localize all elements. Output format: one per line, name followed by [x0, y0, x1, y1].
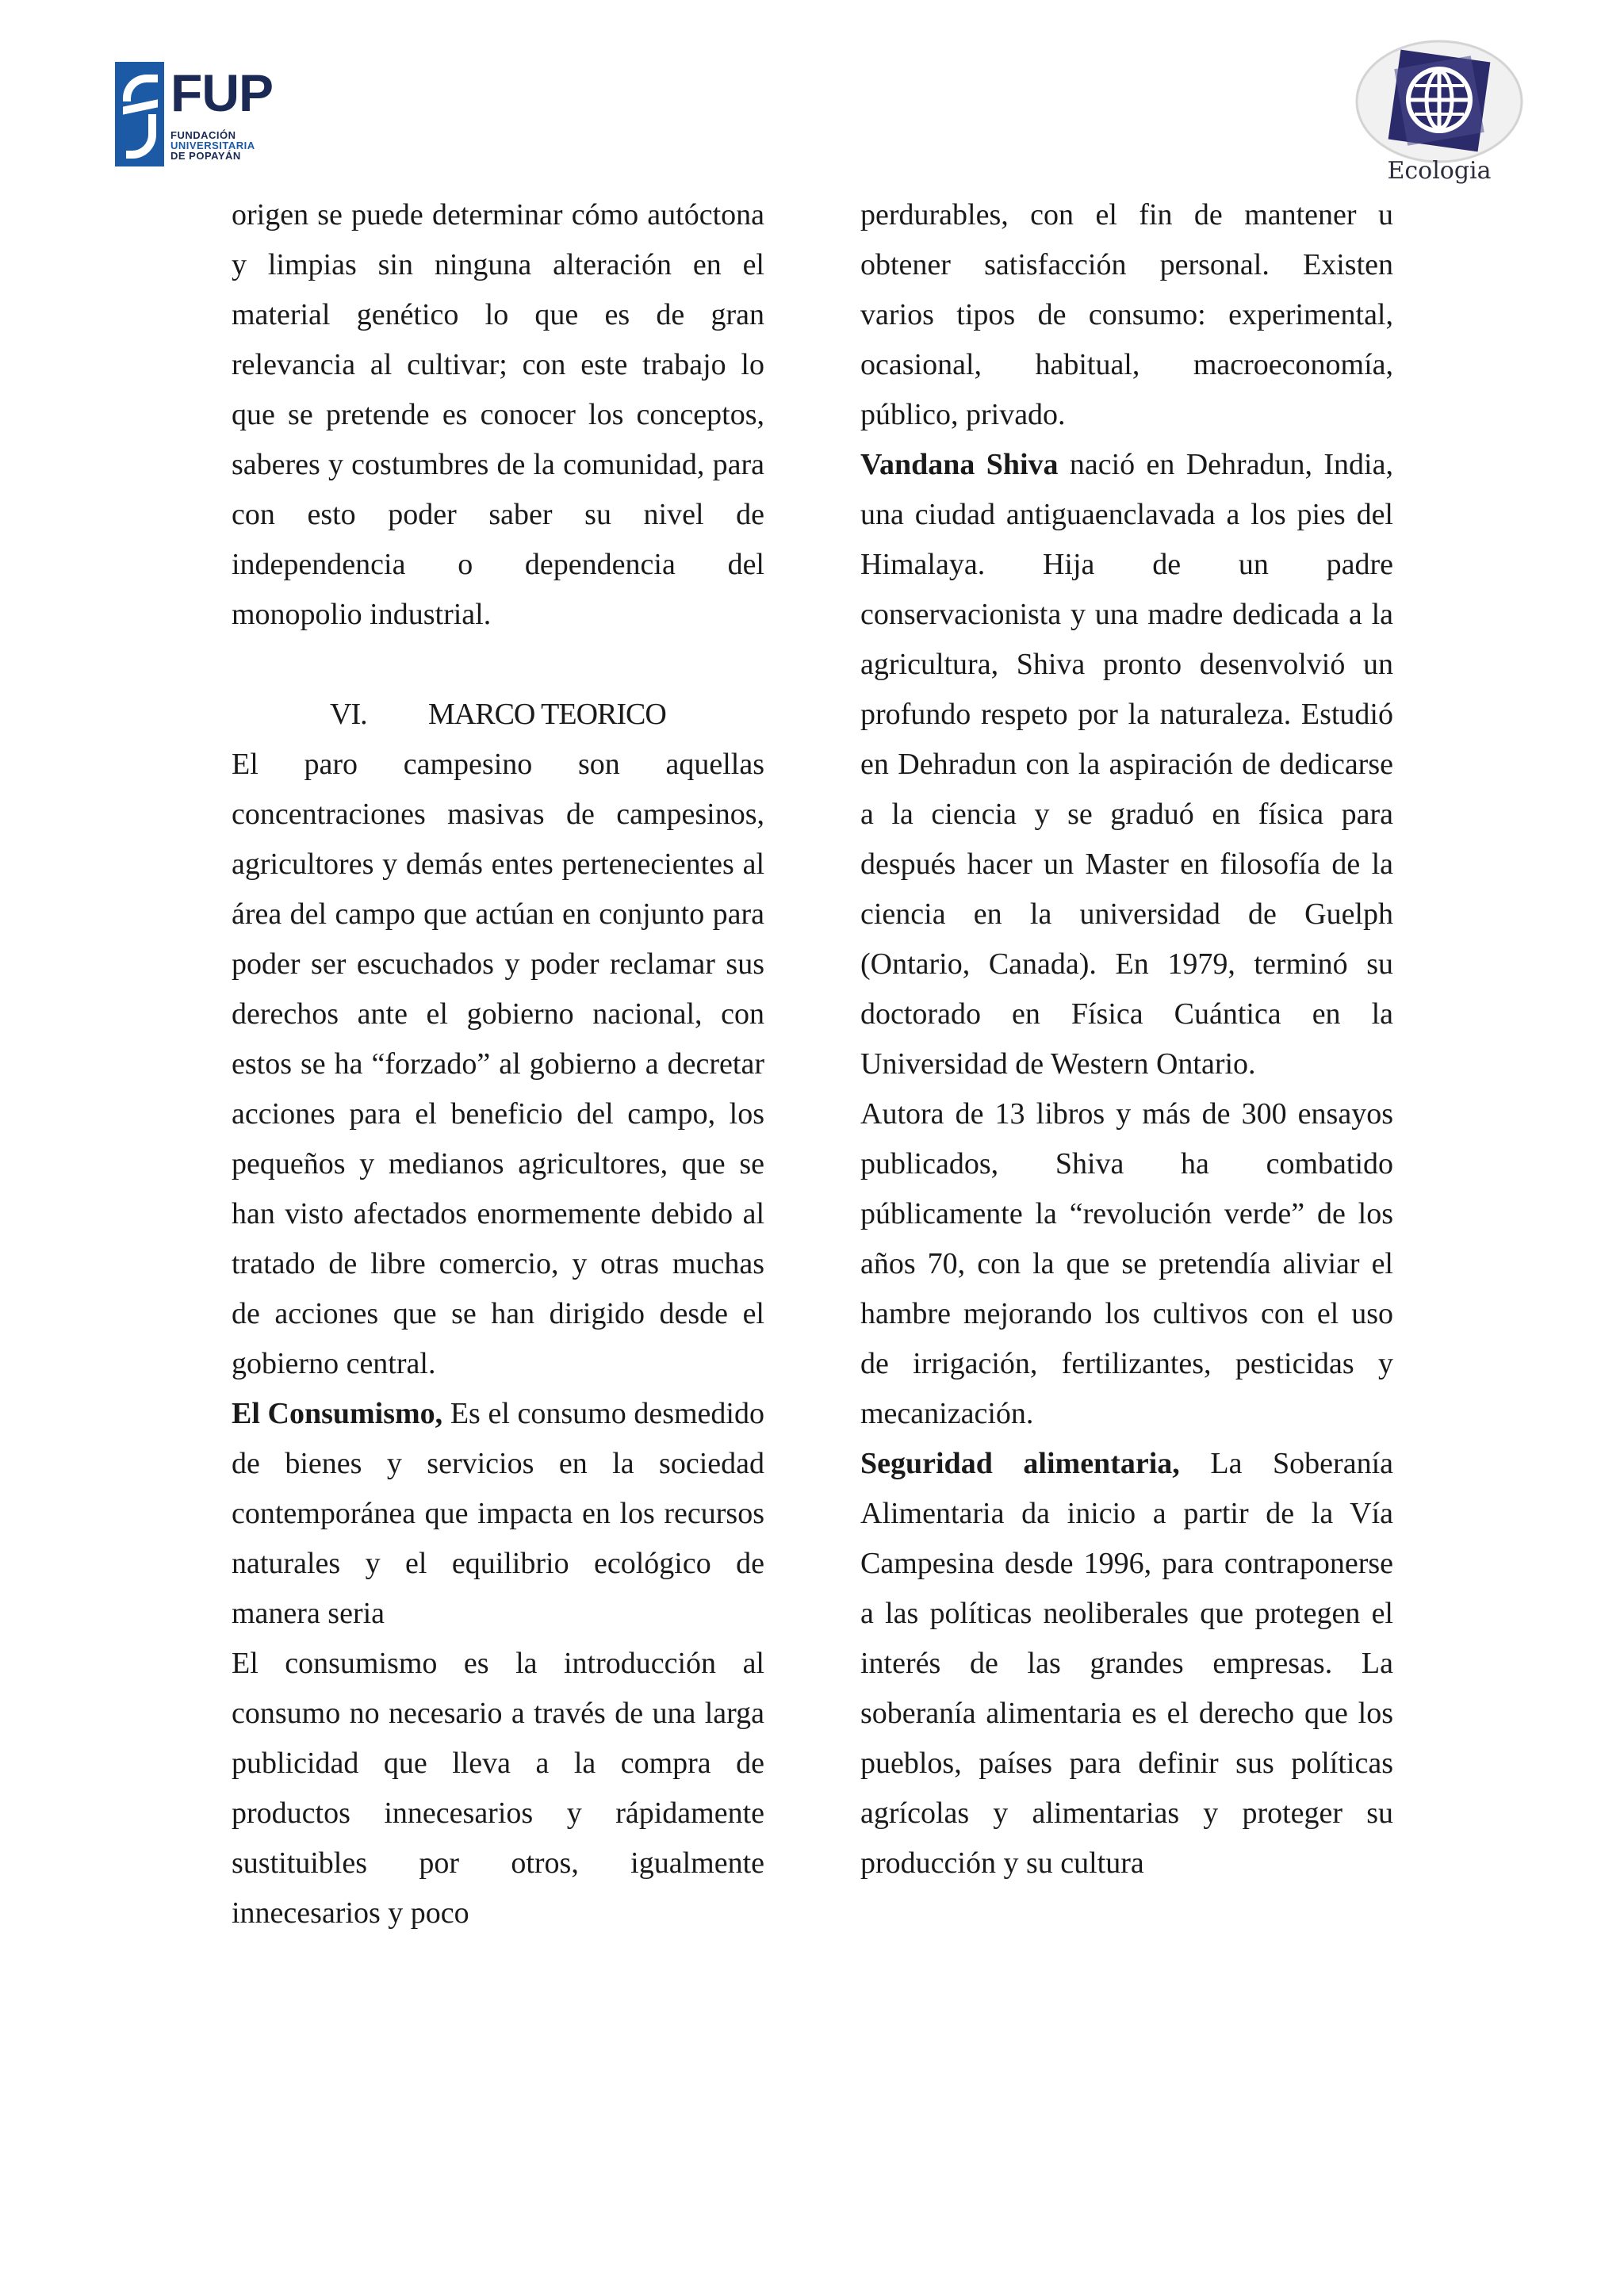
- paragraph-origen: origen se puede determinar cómo autóctona y limpias sin ninguna alteración en el material genético lo que es de gran relevancia al cultivar; con este trabajo lo que se pretende es conocer los conceptos, saberes y costumbres de la comunidad, para con esto poder saber su nivel de independencia o dependencia del monopolio industrial.: [232, 198, 764, 631]
- paragraph-consumismo-introduccion: El consumismo es la introducción al consumo no necesario a través de una larga publicidad que lleva a la compra de productos innecesarios y rápidamente sustituibles por otros, igualmente innecesarios y poco: [232, 1647, 764, 1930]
- term-consumismo: El Consumismo,: [232, 1397, 443, 1430]
- left-column: [232, 190, 764, 1938]
- fup-logo: [115, 59, 273, 170]
- paragraph-seguridad-alimentaria: [860, 1439, 1393, 1888]
- paragraph-perdurables: perdurables, con el fin de mantener u obtener satisfacción personal. Existen varios tipos de consumo: experimental, ocasional, habitual, macroeconomía, público, privado.: [860, 198, 1393, 431]
- section-heading: [232, 690, 764, 740]
- fup-logo-line3: DE POPAYÁN: [170, 150, 241, 162]
- section-heading-number: VI.: [330, 698, 367, 731]
- right-column: [860, 190, 1393, 1888]
- term-seguridad-alimentaria: Seguridad alimentaria,: [860, 1447, 1180, 1480]
- ecologia-logo: [1348, 38, 1530, 189]
- fup-logo-line1: FUNDACIÓN: [170, 129, 236, 141]
- term-vandana-shiva: Vandana Shiva: [860, 448, 1059, 481]
- paragraph-consumismo: [232, 1389, 764, 1639]
- fup-swoosh-icon: [115, 62, 164, 166]
- paragraph-autora: Autora de 13 libros y más de 300 ensayos publicados, Shiva ha combatido públicamente la “revolución verde” de los años 70, con la que se pretendía aliviar el hambre mejorando los cultivos con el uso de irrigación, fertilizantes, pesticidas y mecanización.: [860, 1097, 1393, 1430]
- fup-logo-line2: UNIVERSITARIA: [170, 140, 255, 151]
- globe-icon: [1348, 38, 1530, 165]
- paragraph-seguridad-alimentaria-text: La Soberanía Alimentaria da inicio a partir de la Vía Campesina desde 1996, para contraponerse a las políticas neoliberales que protegen el interés de las grandes empresas. La soberanía alimentaria es el derecho que los pueblos, países para definir sus políticas agrícolas y alimentarias y proteger su producción y su cultura: [860, 1447, 1393, 1880]
- paragraph-consumismo-text: Es el consumo desmedido de bienes y servicios en la sociedad contemporánea que impacta en los recursos naturales y el equilibrio ecológico de manera seria: [232, 1397, 764, 1630]
- fup-logo-letters: FUP: [170, 63, 273, 122]
- paragraph-vandana-shiva: [860, 440, 1393, 1089]
- ecologia-logo-label: Ecologia: [1387, 157, 1492, 185]
- paragraph-vandana-shiva-text: nació en Dehradun, India, una ciudad antiguaenclavada a los pies del Himalaya. Hija de un padre conservacionista y una madre dedicada a la agricultura, Shiva pronto desenvolvió un profundo respeto por la naturaleza. Estudió en Dehradun con la aspiración de dedicarse a la ciencia y se graduó en física para después hacer un Master en filosofía de la ciencia en la universidad de Guelph (Ontario, Canada). En 1979, terminó su doctorado en Física Cuántica en la Universidad de Western Ontario.: [860, 448, 1393, 1081]
- section-heading-title: MARCO TEORICO: [428, 698, 666, 731]
- paragraph-paro-campesino: El paro campesino son aquellas concentraciones masivas de campesinos, agricultores y demás entes pertenecientes al área del campo que actúan en conjunto para poder ser escuchados y poder reclamar sus derechos ante el gobierno nacional, con estos se ha “forzado” al gobierno a decretar acciones para el beneficio del campo, los pequeños y medianos agricultores, que se han visto afectados enormemente debido al tratado de libre comercio, y otras muchas de acciones que se han dirigido desde el gobierno central.: [232, 748, 764, 1380]
